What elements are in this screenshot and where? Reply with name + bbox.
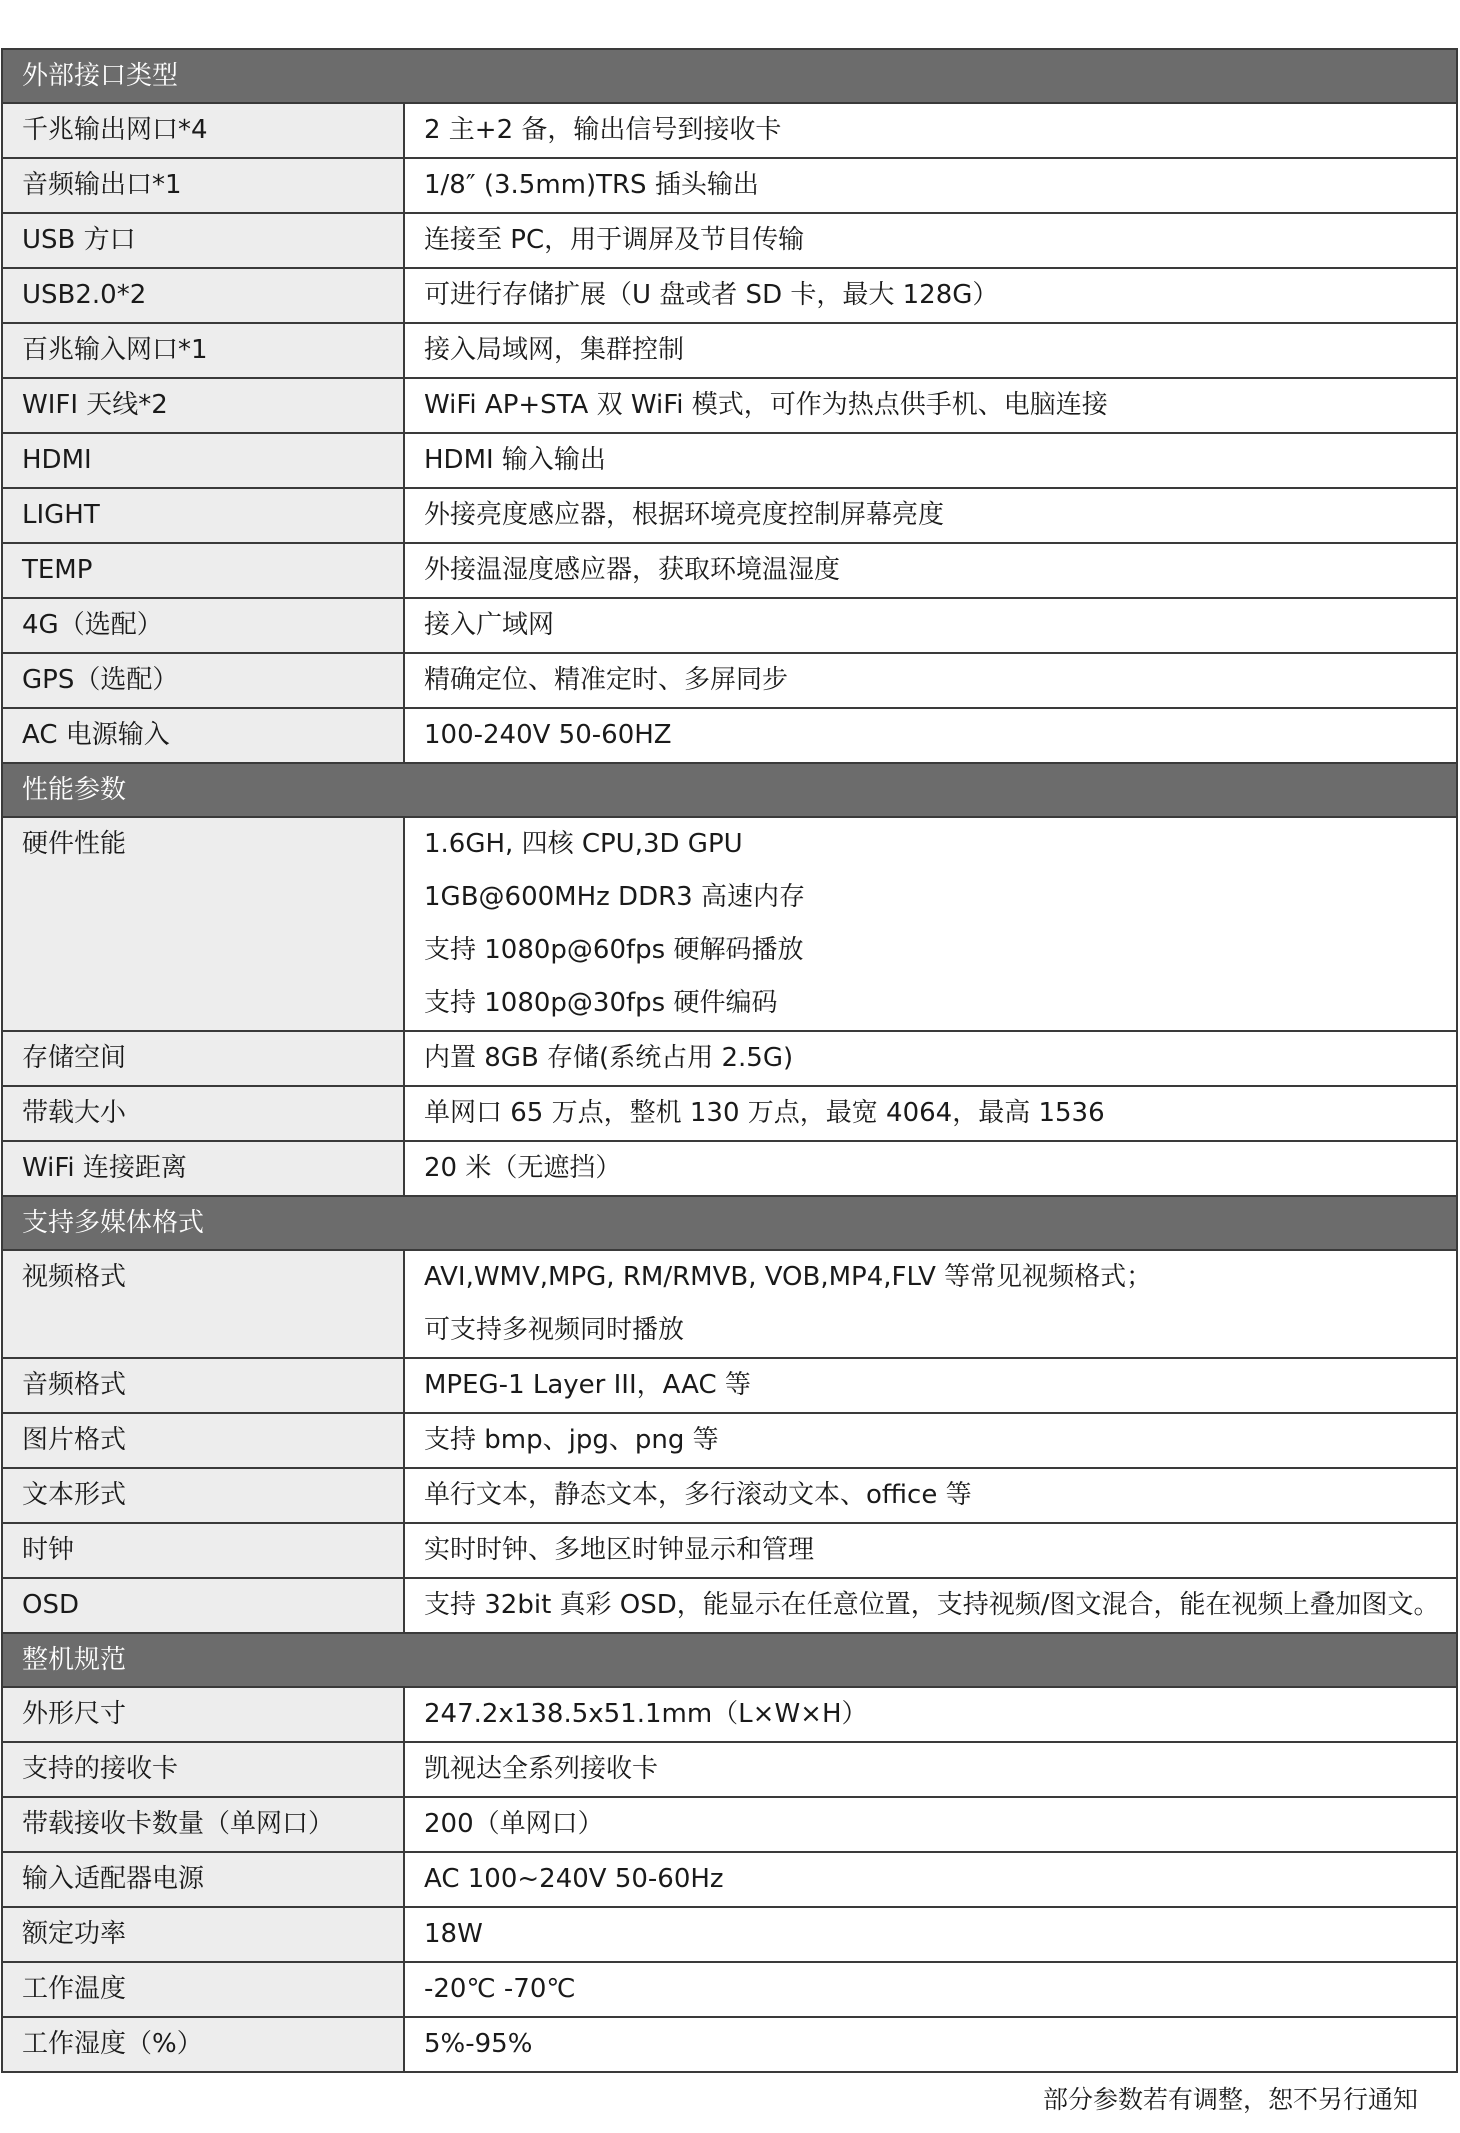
spec-row [2, 488, 1457, 543]
spec-value [404, 323, 1457, 378]
spec-row [2, 1250, 1457, 1358]
spec-row [2, 1797, 1457, 1852]
spec-table-body [2, 49, 1457, 2072]
spec-value-line: AC 100~240V 50-60Hz [424, 1864, 724, 1894]
spec-row [2, 543, 1457, 598]
spec-value-line: 100-240V 50-60HZ [424, 720, 672, 750]
spec-row [2, 1031, 1457, 1086]
section-header [2, 49, 1457, 103]
spec-value [404, 268, 1457, 323]
spec-value [404, 433, 1457, 488]
spec-value-line: 可进行存储扩展（U 盘或者 SD 卡，最大 128G） [424, 280, 999, 310]
spec-value-line: AVI,WMV,MPG, RM/RMVB, VOB,MP4,FLV 等常见视频格式； [424, 1262, 1153, 1292]
spec-label: 工作湿度（%） [2, 2017, 404, 2072]
spec-row [2, 653, 1457, 708]
spec-row [2, 268, 1457, 323]
spec-value [404, 1742, 1457, 1797]
spec-label: USB2.0*2 [2, 268, 404, 323]
section-title: 外部接口类型 [2, 49, 1457, 103]
spec-value-line: 支持 1080p@30fps 硬件编码 [424, 988, 778, 1018]
spec-label: 输入适配器电源 [2, 1852, 404, 1907]
spec-row [2, 1852, 1457, 1907]
spec-value [404, 653, 1457, 708]
spec-value-line: HDMI 输入输出 [424, 445, 606, 475]
spec-row [2, 433, 1457, 488]
spec-label: 音频输出口*1 [2, 158, 404, 213]
spec-label: 带载大小 [2, 1086, 404, 1141]
spec-label: 百兆输入网口*1 [2, 323, 404, 378]
spec-row [2, 1907, 1457, 1962]
spec-label: 音频格式 [2, 1358, 404, 1413]
spec-value-line: WiFi AP+STA 双 WiFi 模式，可作为热点供手机、电脑连接 [424, 390, 1108, 420]
spec-row [2, 1358, 1457, 1413]
spec-label: 外形尺寸 [2, 1687, 404, 1742]
spec-value-line: 单行文本，静态文本，多行滚动文本、office 等 [424, 1480, 972, 1510]
spec-value-line: 5%-95% [424, 2029, 533, 2059]
section-title: 支持多媒体格式 [2, 1196, 1457, 1250]
spec-label: 千兆输出网口*4 [2, 103, 404, 158]
section-header [2, 1196, 1457, 1250]
spec-label: 时钟 [2, 1523, 404, 1578]
spec-row [2, 2017, 1457, 2072]
spec-value-line: 外接亮度感应器，根据环境亮度控制屏幕亮度 [424, 500, 945, 530]
spec-row [2, 323, 1457, 378]
spec-row [2, 103, 1457, 158]
spec-value [404, 1141, 1457, 1196]
spec-value [404, 1907, 1457, 1962]
spec-row [2, 817, 1457, 1031]
spec-label: GPS（选配） [2, 653, 404, 708]
spec-value-line: 2 主+2 备，输出信号到接收卡 [424, 115, 782, 145]
spec-value [404, 378, 1457, 433]
spec-row [2, 1687, 1457, 1742]
spec-value-line: 内置 8GB 存储(系统占用 2.5G) [424, 1043, 794, 1073]
spec-label: 额定功率 [2, 1907, 404, 1962]
spec-row [2, 1086, 1457, 1141]
section-title: 整机规范 [2, 1633, 1457, 1687]
spec-value [404, 708, 1457, 763]
spec-label: HDMI [2, 433, 404, 488]
spec-value-line: 接入局域网，集群控制 [424, 335, 685, 365]
spec-value-line: 凯视达全系列接收卡 [424, 1754, 659, 1784]
spec-label: WiFi 连接距离 [2, 1141, 404, 1196]
spec-value-line: 1/8″ (3.5mm)TRS 插头输出 [424, 170, 759, 200]
spec-value [404, 1578, 1457, 1633]
spec-label: WIFI 天线*2 [2, 378, 404, 433]
spec-value-line: 18W [424, 1919, 483, 1949]
spec-value [404, 1687, 1457, 1742]
spec-value-line: MPEG-1 Layer III，AAC 等 [424, 1370, 751, 1400]
spec-value [404, 1852, 1457, 1907]
spec-row [2, 1523, 1457, 1578]
spec-value-line: -20℃ -70℃ [424, 1974, 576, 2004]
spec-label: USB 方口 [2, 213, 404, 268]
spec-value [404, 213, 1457, 268]
spec-label: 图片格式 [2, 1413, 404, 1468]
spec-value-line: 外接温湿度感应器，获取环境温湿度 [424, 555, 841, 585]
spec-table [1, 48, 1458, 2073]
spec-row [2, 1413, 1457, 1468]
spec-row [2, 598, 1457, 653]
section-header [2, 1633, 1457, 1687]
spec-label: OSD [2, 1578, 404, 1633]
spec-value [404, 543, 1457, 598]
spec-label: 文本形式 [2, 1468, 404, 1523]
spec-label: 硬件性能 [2, 817, 404, 1031]
spec-value-line: 20 米（无遮挡） [424, 1153, 622, 1183]
spec-value-line: 实时时钟、多地区时钟显示和管理 [424, 1535, 815, 1565]
spec-value-line: 接入广域网 [424, 610, 555, 640]
spec-value [404, 1031, 1457, 1086]
spec-row [2, 1742, 1457, 1797]
spec-row [2, 213, 1457, 268]
spec-label: AC 电源输入 [2, 708, 404, 763]
spec-value [404, 103, 1457, 158]
spec-label: LIGHT [2, 488, 404, 543]
spec-row [2, 1141, 1457, 1196]
spec-value-line: 支持 bmp、jpg、png 等 [424, 1425, 719, 1455]
spec-value-line: 可支持多视频同时播放 [424, 1315, 685, 1345]
spec-value [404, 1468, 1457, 1523]
spec-value-line: 单网口 65 万点，整机 130 万点，最宽 4064，最高 1536 [424, 1098, 1105, 1128]
spec-value-line: 1.6GH, 四核 CPU,3D GPU [424, 829, 743, 859]
spec-row [2, 1962, 1457, 2017]
spec-value [404, 1523, 1457, 1578]
spec-value-line: 支持 32bit 真彩 OSD，能显示在任意位置，支持视频/图文混合，能在视频上叠加图文。 [424, 1590, 1440, 1620]
spec-label: 视频格式 [2, 1250, 404, 1358]
spec-value [404, 598, 1457, 653]
spec-value [404, 2017, 1457, 2072]
spec-label: 工作温度 [2, 1962, 404, 2017]
spec-value [404, 1358, 1457, 1413]
spec-value-line: 200（单网口） [424, 1809, 604, 1839]
spec-value [404, 1797, 1457, 1852]
footnote: 部分参数若有调整，恕不另行通知 [1042, 2085, 1418, 2114]
spec-value [404, 1086, 1457, 1141]
spec-value [404, 1250, 1457, 1358]
spec-row [2, 158, 1457, 213]
spec-label: TEMP [2, 543, 404, 598]
section-header [2, 763, 1457, 817]
spec-label: 支持的接收卡 [2, 1742, 404, 1797]
spec-label: 存储空间 [2, 1031, 404, 1086]
section-title: 性能参数 [2, 763, 1457, 817]
spec-value-line: 连接至 PC，用于调屏及节目传输 [424, 225, 805, 255]
spec-value-line: 精确定位、精准定时、多屏同步 [424, 665, 789, 695]
spec-value-line: 247.2x138.5x51.1mm（L×W×H） [424, 1699, 868, 1729]
spec-row [2, 1468, 1457, 1523]
spec-value [404, 1962, 1457, 2017]
spec-value [404, 1413, 1457, 1468]
spec-value [404, 158, 1457, 213]
spec-value-line: 支持 1080p@60fps 硬解码播放 [424, 935, 804, 965]
spec-value-line: 1GB@600MHz DDR3 高速内存 [424, 882, 805, 912]
spec-value [404, 817, 1457, 1031]
spec-row [2, 708, 1457, 763]
spec-label: 带载接收卡数量（单网口） [2, 1797, 404, 1852]
spec-row [2, 378, 1457, 433]
spec-row [2, 1578, 1457, 1633]
spec-label: 4G（选配） [2, 598, 404, 653]
spec-value [404, 488, 1457, 543]
